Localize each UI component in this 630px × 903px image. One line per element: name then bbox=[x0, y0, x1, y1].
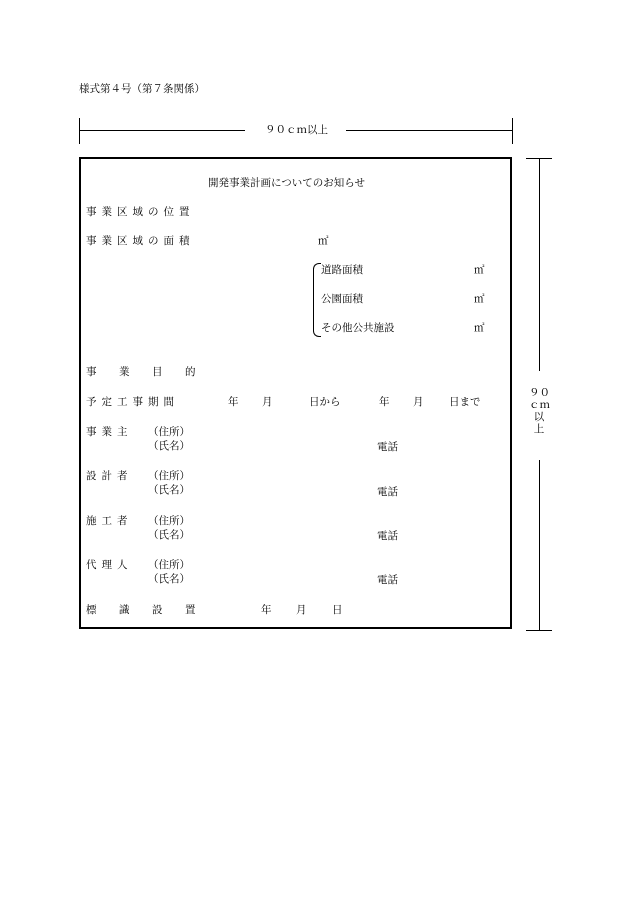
party-name: （氏名） bbox=[148, 484, 190, 496]
party-role: 施工者 bbox=[86, 515, 133, 527]
purpose-label: 事 業 目 的 bbox=[86, 366, 202, 378]
schedule-month-start: 月 bbox=[262, 396, 273, 408]
width-line-left bbox=[79, 130, 245, 131]
party-role: 事業主 bbox=[86, 426, 133, 438]
width-line-right bbox=[346, 130, 512, 131]
party-address: （住所） bbox=[148, 515, 190, 527]
sign-setup-day: 日 bbox=[332, 604, 343, 616]
width-tick-left bbox=[79, 118, 80, 144]
schedule-from: 日から bbox=[309, 396, 341, 408]
schedule-year-end: 年 bbox=[379, 396, 390, 408]
width-tick-right bbox=[512, 118, 513, 144]
party-phone: 電話 bbox=[377, 441, 398, 453]
breakdown-other-label: その他公共施設 bbox=[321, 322, 395, 334]
breakdown-road-unit: ㎡ bbox=[474, 264, 485, 276]
height-label: ９０ ｃｍ 以 上 bbox=[529, 387, 550, 435]
party-address: （住所） bbox=[148, 559, 190, 571]
sign-board bbox=[79, 157, 512, 629]
party-role: 代理人 bbox=[86, 559, 133, 571]
sign-title: 開発事業計画についてのお知らせ bbox=[208, 177, 365, 189]
party-phone: 電話 bbox=[377, 486, 398, 498]
schedule-month-end: 月 bbox=[413, 396, 424, 408]
party-name: （氏名） bbox=[148, 573, 190, 585]
height-line-bottom bbox=[539, 460, 540, 630]
party-address: （住所） bbox=[148, 470, 190, 482]
breakdown-other-unit: ㎡ bbox=[474, 322, 485, 334]
breakdown-brace bbox=[313, 263, 321, 337]
area-unit: ㎡ bbox=[318, 235, 329, 247]
party-role: 設計者 bbox=[86, 470, 133, 482]
location-label: 事業区域の位置 bbox=[86, 206, 195, 218]
height-line-top bbox=[539, 158, 540, 371]
schedule-until: 日まで bbox=[449, 396, 481, 408]
sign-setup-year: 年 bbox=[261, 604, 272, 616]
sign-setup-month: 月 bbox=[296, 604, 307, 616]
schedule-year-start: 年 bbox=[228, 396, 239, 408]
area-label: 事業区域の面積 bbox=[86, 235, 195, 247]
width-label: ９０ｃｍ以上 bbox=[265, 124, 328, 136]
breakdown-road-label: 道路面積 bbox=[321, 264, 363, 276]
breakdown-park-label: 公園面積 bbox=[321, 293, 363, 305]
party-phone: 電話 bbox=[377, 574, 398, 586]
party-name: （氏名） bbox=[148, 440, 190, 452]
height-tick-bottom bbox=[526, 630, 552, 631]
party-address: （住所） bbox=[148, 426, 190, 438]
form-reference: 様式第４号（第７条関係） bbox=[79, 83, 205, 95]
breakdown-park-unit: ㎡ bbox=[474, 293, 485, 305]
schedule-label: 予定工事期間 bbox=[86, 396, 179, 408]
party-phone: 電話 bbox=[377, 530, 398, 542]
party-name: （氏名） bbox=[148, 529, 190, 541]
sign-setup-label: 標 識 設 置 bbox=[86, 604, 202, 616]
